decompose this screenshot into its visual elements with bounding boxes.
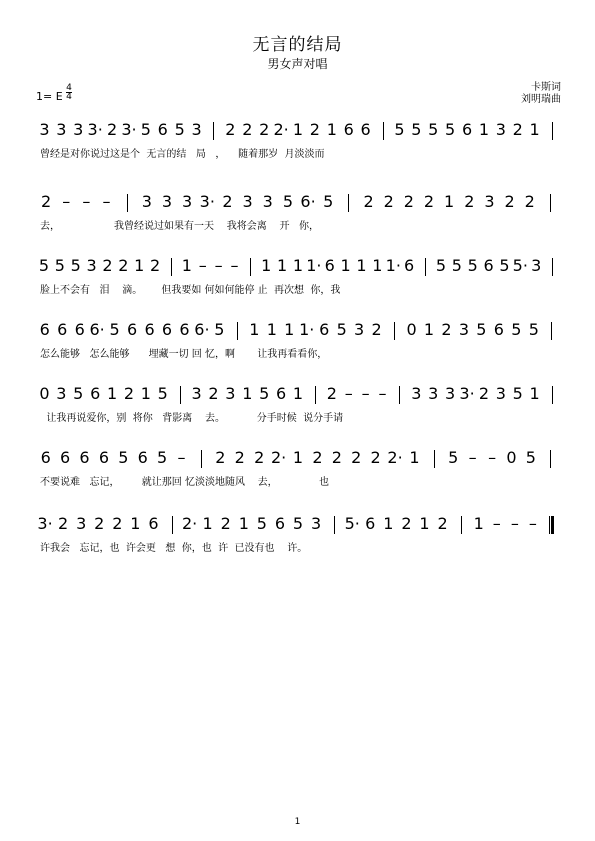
- note: 6: [126, 320, 138, 339]
- note: 1: [284, 320, 295, 339]
- barline: [201, 450, 202, 468]
- note: 6: [493, 320, 504, 339]
- note: –: [102, 192, 111, 211]
- note: 3: [225, 384, 236, 403]
- note: 3·: [87, 120, 103, 139]
- note: 5: [435, 256, 446, 275]
- note: 1: [478, 120, 490, 139]
- note: 2: [58, 514, 69, 533]
- time-signature: [66, 84, 72, 101]
- note: 1: [340, 256, 351, 275]
- note: 5: [259, 384, 270, 403]
- note: 3·: [37, 514, 53, 533]
- note: 5: [411, 120, 422, 139]
- note: 5: [256, 514, 267, 533]
- note: 3: [39, 120, 50, 139]
- notes-row: [36, 320, 560, 342]
- note: –: [361, 384, 370, 403]
- barline: [461, 516, 462, 534]
- lyrics-line: 不要说难 忘记， 就让那回 忆淡淡地随风 去， 也: [40, 477, 330, 488]
- note: 3: [76, 514, 87, 533]
- barline: [394, 322, 395, 340]
- note: 2: [106, 120, 118, 139]
- note: 2: [254, 448, 265, 467]
- note: 6: [60, 448, 71, 467]
- lyrics-line: 脸上不会有 泪 滴。 但我要如 何如何能停 止 再次想 你，我: [40, 285, 341, 296]
- note: 2: [309, 120, 320, 139]
- note: 2: [259, 120, 270, 139]
- note: 3: [495, 120, 506, 139]
- note: 1: [242, 384, 253, 403]
- barline: [171, 258, 172, 276]
- barline: [237, 322, 238, 340]
- note: 1: [249, 320, 260, 339]
- note: 2: [363, 192, 374, 211]
- score-line: [36, 242, 560, 296]
- note: 6: [79, 448, 90, 467]
- note: 5: [528, 320, 539, 339]
- note: 3: [191, 120, 202, 139]
- note: 5: [157, 448, 168, 467]
- note: 1: [529, 120, 540, 139]
- notes-row: [36, 120, 560, 142]
- note: 6: [157, 120, 168, 139]
- note: 2: [312, 448, 323, 467]
- note: 1: [409, 448, 420, 467]
- note: 2: [331, 448, 342, 467]
- note: 6: [90, 384, 101, 403]
- note: 1·: [385, 256, 401, 275]
- score-line: [36, 306, 560, 360]
- note: 5: [140, 120, 151, 139]
- note: 6: [404, 256, 415, 275]
- note: 2·: [387, 448, 403, 467]
- note: 1: [238, 514, 249, 533]
- note: 1: [181, 256, 192, 275]
- notes-row: [36, 256, 560, 278]
- note: 1: [292, 256, 304, 275]
- note: 3: [458, 320, 470, 339]
- notes-row: [36, 384, 560, 406]
- note: 5: [451, 256, 462, 275]
- lyrics-line: 让我再说爱你，别 将你 背影离 去。 分手时候 说分手请: [40, 413, 344, 424]
- note: 1·: [306, 256, 322, 275]
- note: 2: [504, 192, 515, 211]
- note: 1: [356, 256, 367, 275]
- barline: [399, 386, 400, 404]
- note: 6·: [89, 320, 105, 339]
- note: 2: [123, 384, 135, 403]
- page-title: 无言的结局: [252, 35, 343, 55]
- note: 5: [336, 320, 347, 339]
- note: 5: [54, 256, 65, 275]
- note: 5: [525, 448, 536, 467]
- note: 1: [473, 514, 484, 533]
- note: 2·: [273, 120, 289, 139]
- note: –: [510, 514, 519, 533]
- note: 3: [531, 256, 542, 275]
- note: 1: [372, 256, 383, 275]
- note: 5·: [344, 514, 360, 533]
- note: 5: [73, 384, 84, 403]
- note: 1: [423, 320, 435, 339]
- note: 1: [419, 514, 430, 533]
- note: 2: [464, 192, 475, 211]
- note: 2: [403, 192, 414, 211]
- barline: [551, 322, 552, 340]
- score-line: [36, 178, 560, 232]
- score-line: [36, 370, 560, 424]
- note: 1: [202, 514, 213, 533]
- notes-row: [36, 448, 560, 470]
- note: 5: [323, 192, 334, 211]
- note: 5: [476, 320, 487, 339]
- note: –: [528, 514, 537, 533]
- note: 5: [448, 448, 459, 467]
- note: 2·: [181, 514, 198, 533]
- notes-row: [36, 192, 560, 214]
- barline: [550, 194, 551, 212]
- note: 6: [57, 320, 68, 339]
- note: 2: [401, 514, 412, 533]
- note: 2: [441, 320, 452, 339]
- note: 5: [428, 120, 439, 139]
- note: 6: [483, 256, 494, 275]
- note: 2: [40, 192, 52, 211]
- note: 2: [215, 448, 226, 467]
- note: 2: [102, 256, 113, 275]
- note: 6: [137, 448, 148, 467]
- note: 2: [423, 192, 435, 211]
- note: 3: [141, 192, 152, 211]
- note: 2: [371, 320, 382, 339]
- note: 5: [394, 120, 405, 139]
- note: 1: [277, 256, 288, 275]
- barline: [383, 122, 384, 140]
- barline: [552, 122, 553, 140]
- barline: [213, 122, 214, 140]
- lyrics-line: 怎么能够 怎么能够 埋藏一切 回 忆，啊 让我再看看你，: [40, 349, 328, 360]
- note: 5: [512, 384, 523, 403]
- note: –: [198, 256, 207, 275]
- note: 1: [261, 256, 272, 275]
- barline: [250, 258, 251, 276]
- note: 1: [383, 514, 394, 533]
- note: 5: [445, 120, 456, 139]
- note: 6: [274, 514, 286, 533]
- note: 3: [354, 320, 365, 339]
- lyricist-credit: 卡斯词: [531, 82, 561, 93]
- note: 5: [38, 256, 50, 275]
- note: 3: [56, 384, 67, 403]
- note: 3: [73, 120, 84, 139]
- note: 1: [444, 192, 455, 211]
- note: 2·: [270, 448, 287, 467]
- note: 1: [292, 120, 304, 139]
- barline: [434, 450, 435, 468]
- note: 5: [70, 256, 81, 275]
- note: 6·: [194, 320, 210, 339]
- page-number: 1: [294, 817, 301, 827]
- note: 5: [511, 320, 522, 339]
- note: 2: [512, 120, 523, 139]
- note: 6: [319, 320, 330, 339]
- note: 1: [292, 384, 304, 403]
- barline: [550, 450, 551, 468]
- notes-row: [36, 514, 560, 536]
- note: 6: [343, 120, 354, 139]
- note: 2: [437, 514, 448, 533]
- note: 1: [529, 384, 540, 403]
- composer-credit: 刘明瑞曲: [521, 94, 561, 105]
- lyrics-line: 曾经是对你说过这是个 无言的结 局 ， 随着那岁 月淡淡而: [40, 149, 325, 160]
- note: 5·: [512, 256, 528, 275]
- note: 3: [182, 192, 193, 211]
- note: 2: [524, 192, 535, 211]
- note: 3: [428, 384, 439, 403]
- note: 1: [326, 120, 337, 139]
- note: 3: [161, 192, 173, 211]
- note: 6: [360, 120, 371, 139]
- note: 5: [118, 448, 129, 467]
- note: –: [468, 448, 477, 467]
- note: 6: [148, 514, 159, 533]
- note: 2: [225, 120, 236, 139]
- note: 2: [94, 514, 105, 533]
- note: 6: [98, 448, 110, 467]
- note: 2: [326, 384, 337, 403]
- note: –: [492, 514, 501, 533]
- note: 5: [282, 192, 294, 211]
- note: 1: [134, 256, 145, 275]
- note: 0: [39, 384, 50, 403]
- note: 0: [406, 320, 417, 339]
- note: 3·: [121, 120, 137, 139]
- note: 3: [56, 120, 67, 139]
- note: 3: [86, 256, 97, 275]
- note: 6: [324, 256, 335, 275]
- barline: [334, 516, 335, 534]
- note: –: [62, 192, 71, 211]
- note: 2: [149, 256, 161, 275]
- note: 1: [292, 448, 304, 467]
- note: 2: [351, 448, 362, 467]
- note: 2: [118, 256, 129, 275]
- note: 5: [174, 120, 185, 139]
- note: –: [378, 384, 387, 403]
- note: 1: [130, 514, 141, 533]
- note: 2: [478, 384, 490, 403]
- score-line: [36, 500, 560, 554]
- note: 2: [208, 384, 219, 403]
- note: –: [82, 192, 91, 211]
- note: 5: [499, 256, 510, 275]
- score-line: [36, 106, 560, 160]
- note: 3: [445, 384, 456, 403]
- note: 2: [383, 192, 394, 211]
- note: 2: [234, 448, 245, 467]
- note: –: [488, 448, 497, 467]
- barline: [348, 194, 349, 212]
- note: 6: [40, 448, 51, 467]
- barline: [180, 386, 181, 404]
- barline: [552, 386, 553, 404]
- note: 5: [157, 384, 168, 403]
- note: 6: [161, 320, 173, 339]
- time-signature-bottom: 4: [66, 92, 72, 102]
- barline: [315, 386, 316, 404]
- note: 5: [109, 320, 120, 339]
- note: 6: [276, 384, 287, 403]
- note: 6: [461, 120, 473, 139]
- note: 6: [365, 514, 376, 533]
- note: 6: [179, 320, 190, 339]
- note: 6: [144, 320, 155, 339]
- lyrics-line: 去， 我曾经说过如果有一天 我将会离 开 你，: [40, 221, 320, 232]
- lyrics-line: 许我会 忘记，也 许会更 想 你，也 许 已没有也 许。: [40, 543, 308, 554]
- note: 6: [74, 320, 85, 339]
- note: 5: [214, 320, 225, 339]
- note: 3: [411, 384, 422, 403]
- note: 3: [310, 514, 322, 533]
- note: –: [214, 256, 223, 275]
- note: 3: [495, 384, 506, 403]
- note: 1: [266, 320, 277, 339]
- note: 1: [106, 384, 118, 403]
- note: 1·: [299, 320, 315, 339]
- note: 2: [112, 514, 123, 533]
- note: 5: [467, 256, 478, 275]
- note: 3·: [459, 384, 475, 403]
- barline: [552, 258, 553, 276]
- note: –: [177, 448, 186, 467]
- note: 6·: [300, 192, 316, 211]
- note: 2: [222, 192, 233, 211]
- score-line: [36, 434, 560, 488]
- note: 3·: [199, 192, 215, 211]
- final-barline: [549, 516, 554, 534]
- note: 2: [370, 448, 381, 467]
- note: 3: [191, 384, 202, 403]
- barline: [172, 516, 173, 534]
- note: 3: [484, 192, 495, 211]
- note: 2: [242, 120, 253, 139]
- note: 3: [242, 192, 253, 211]
- note: 5: [292, 514, 304, 533]
- note: 2: [220, 514, 231, 533]
- barline: [425, 258, 426, 276]
- note: 0: [506, 448, 517, 467]
- note: 6: [39, 320, 50, 339]
- page-subtitle: 男女声对唱: [267, 57, 328, 71]
- barline: [127, 194, 128, 212]
- note: –: [230, 256, 239, 275]
- note: 1: [140, 384, 151, 403]
- note: –: [344, 384, 353, 403]
- note: 3: [262, 192, 273, 211]
- time-signature-top: 4: [66, 83, 72, 93]
- key-signature: 1= E: [36, 90, 63, 103]
